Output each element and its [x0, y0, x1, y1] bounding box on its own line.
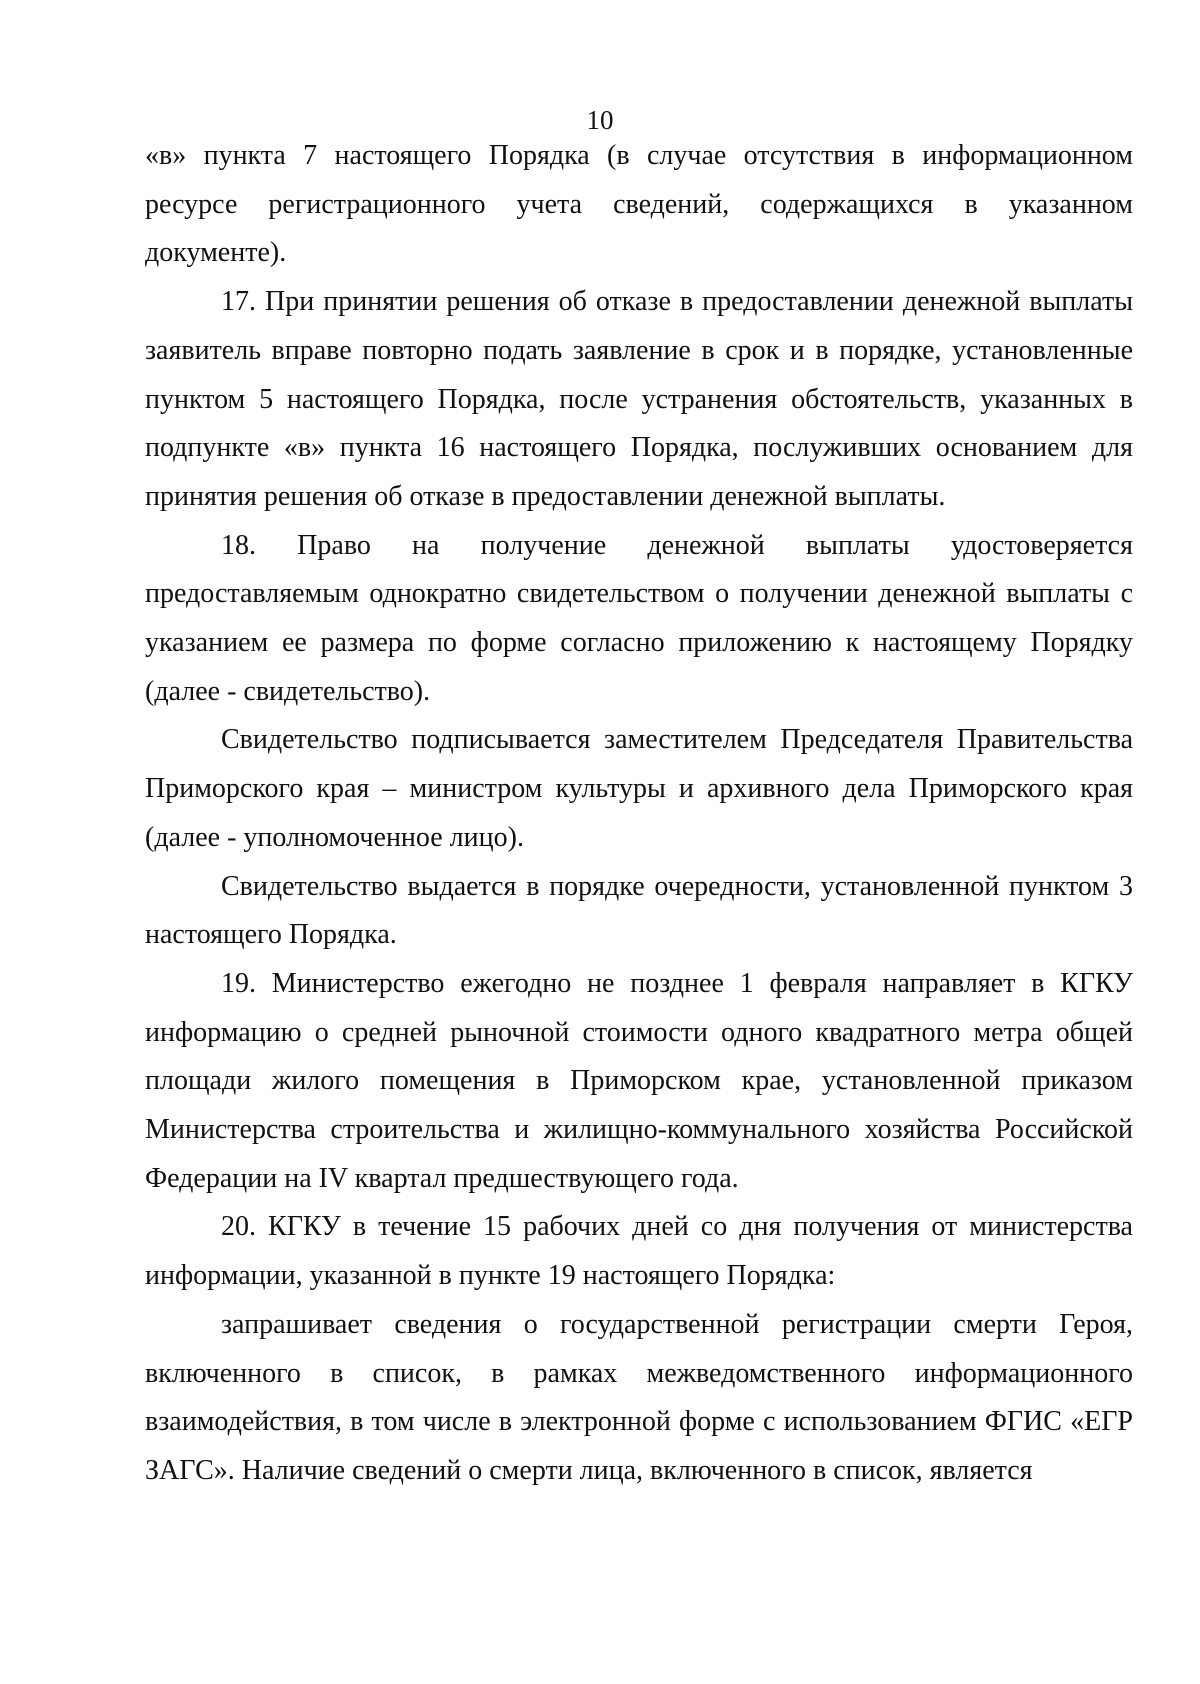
paragraph-certificate-signing: Свидетельство подписывается заместителем Председателя Правительства Приморского края – министром культуры и архивного дела Приморского края (далее - уполномоченное лицо).: [145, 724, 1133, 853]
paragraph-20-request: запрашивает сведения о государственной регистрации смерти Героя, включенного в список, в рамках межведомственного информационного взаимодействия, в том числе в электронной форме с использованием ФГИС «ЕГР ЗАГС». Наличие сведений о смерти лица, включенного в список, является: [145, 1308, 1133, 1486]
paragraph-certificate-issuance: Свидетельство выдается в порядке очередности, установленной пунктом 3 настоящего Порядка.: [145, 870, 1133, 951]
paragraph-20: 20. КГКУ в течение 15 рабочих дней со дня получения от министерства информации, указанной в пункте 19 настоящего Порядка:: [145, 1211, 1133, 1292]
paragraph-19: 19. Министерство ежегодно не позднее 1 февраля направляет в КГКУ информацию о средней рыночной стоимости одного квадратного метра общей площади жилого помещения в Приморском крае, установленной приказом Министерства строительства и жилищно-коммунального хозяйства Российской Федерации на IV квартал предшествующего года.: [145, 967, 1133, 1194]
paragraph-18: 18. Право на получение денежной выплаты удостоверяется предоставляемым однократно свидетельством о получении денежной выплаты с указанием ее размера по форме согласно приложению к настоящему Порядку (далее - свидетельство).: [145, 529, 1133, 707]
paragraph-17: 17. При принятии решения об отказе в предоставлении денежной выплаты заявитель вправе повторно подать заявление в срок и в порядке, установленные пунктом 5 настоящего Порядка, после устранения обстоятельств, указанных в подпункте «в» пункта 16 настоящего Порядка, послуживших основанием для принятия решения об отказе в предоставлении денежной выплаты.: [145, 286, 1133, 512]
page-number: 10: [586, 105, 614, 135]
paragraph-continuation: «в» пункта 7 настоящего Порядка (в случае отсутствия в информационном ресурсе регистрационного учета сведений, содержащихся в указанном документе).: [145, 140, 1133, 269]
document-body: [145, 132, 1133, 1496]
